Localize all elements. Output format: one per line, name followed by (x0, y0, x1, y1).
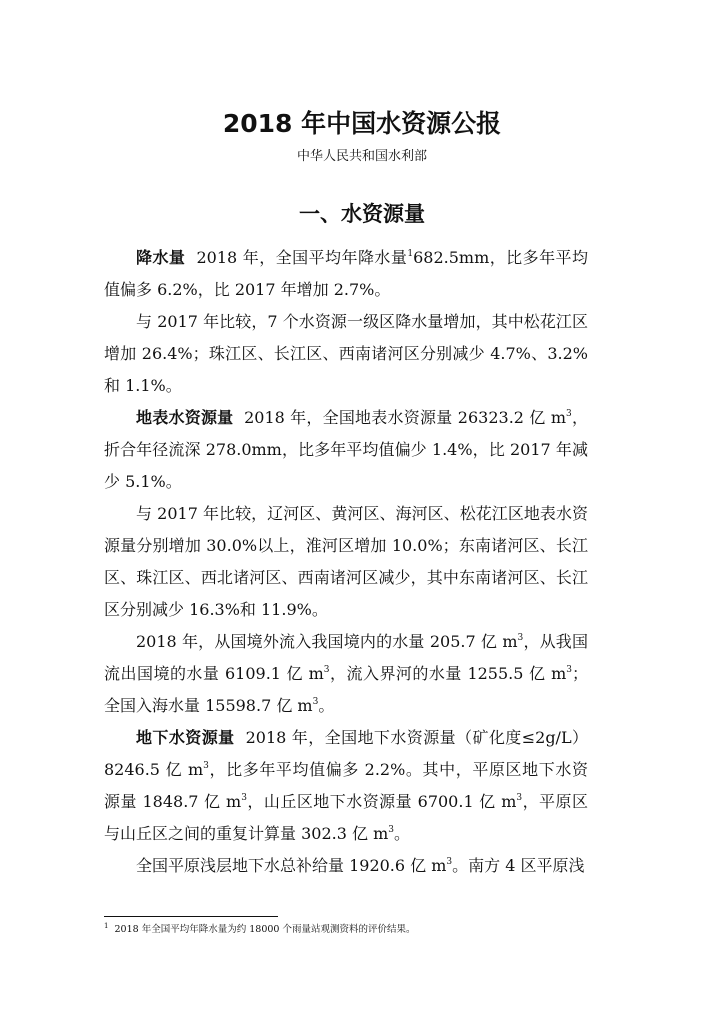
footnote-marker: 1 (407, 249, 414, 259)
section-heading: 一、水资源量 (299, 202, 425, 226)
paragraph-surface-water (104, 402, 588, 498)
paragraph-text: ，比多年平均值偏多 2.2%。其中，平原区地下水资源量 1848.7 亿 m (104, 760, 588, 811)
paragraph-text: ，折合年径流深 278.0mm，比多年平均值偏少 1.4%，比 2017 年减少 5.1%。 (104, 408, 588, 491)
unit-superscript: 3 (241, 793, 247, 803)
publisher-subtitle: 中华人民共和国水利部 (296, 149, 427, 164)
paragraph-text: 。 (318, 696, 335, 715)
paragraph-precipitation-regions: 与 2017 年比较，7 个水资源一级区降水量增加，其中松花江区增加 26.4%；珠江区、长江区、西南诸河区分别减少 4.7%、3.2%和 1.1%。 (104, 312, 588, 395)
lead-term: 地下水资源量 (136, 728, 235, 747)
lead-term: 地表水资源量 (136, 408, 234, 427)
paragraph-text: ，流入界河的水量 1255.5 亿 m (329, 664, 567, 683)
unit-superscript: 3 (323, 665, 330, 675)
paragraph-text: ，山丘区地下水资源量 6700.1 亿 m (246, 792, 517, 811)
unit-superscript: 3 (566, 409, 572, 419)
paragraph-text: 2018 年，从国境外流入我国境内的水量 205.7 亿 m (136, 632, 518, 651)
paragraph-text: 。南方 4 区平原浅 (452, 856, 585, 875)
page-title: 2018 年中国水资源公报 (222, 109, 502, 138)
paragraph-text: 。 (393, 824, 410, 843)
unit-superscript: 3 (312, 697, 319, 707)
lead-term: 降水量 (136, 248, 186, 267)
paragraph-text: ，从我国流出国境的水量 6109.1 亿 m (104, 632, 588, 683)
paragraph-text: 682.5mm，比多年平均值偏多 6.2%，比 2017 年增加 2.7%。 (104, 248, 588, 299)
paragraph-text: 2018 年，全国平均年降水量 (196, 248, 408, 267)
body-text (104, 242, 588, 882)
paragraph-text: ；全国入海水量 15598.7 亿 m (104, 664, 588, 715)
footnote-text: 2018 年全国平均年降水量为约 18000 个雨量站观测资料的评价结果。 (114, 924, 416, 935)
footnote-marker: 1 (104, 922, 109, 930)
paragraph-surface-water-regions: 与 2017 年比较，辽河区、黄河区、海河区、松花江区地表水资源量分别增加 30.0%以上，淮河区增加 10.0%；东南诸河区、长江区、珠江区、西北诸河区、西南诸河区减少，其中东南诸河区、长江区分别减少 16.3%和 11.9%。 (104, 504, 588, 619)
paragraph-text: ，平原区与山丘区之间的重复计算量 302.3 亿 m (104, 792, 588, 843)
unit-superscript: 3 (516, 793, 523, 803)
unit-superscript: 3 (446, 857, 453, 867)
footnote (104, 923, 584, 937)
unit-superscript: 3 (517, 633, 524, 643)
paragraph-cross-border-flow (104, 626, 588, 722)
paragraph-precipitation (104, 242, 588, 306)
paragraph-shallow-groundwater (104, 850, 588, 882)
unit-superscript: 3 (203, 761, 209, 771)
paragraph-groundwater (104, 722, 588, 850)
paragraph-text: 2018 年，全国地表水资源量 26323.2 亿 m (244, 408, 567, 427)
unit-superscript: 3 (566, 665, 572, 675)
paragraph-text: 2018 年，全国地下水资源量（矿化度≤2g/L）8246.5 亿 m (104, 728, 588, 779)
footnote-divider (104, 916, 278, 917)
unit-superscript: 3 (388, 825, 394, 835)
paragraph-text: 全国平原浅层地下水总补给量 1920.6 亿 m (136, 856, 447, 875)
